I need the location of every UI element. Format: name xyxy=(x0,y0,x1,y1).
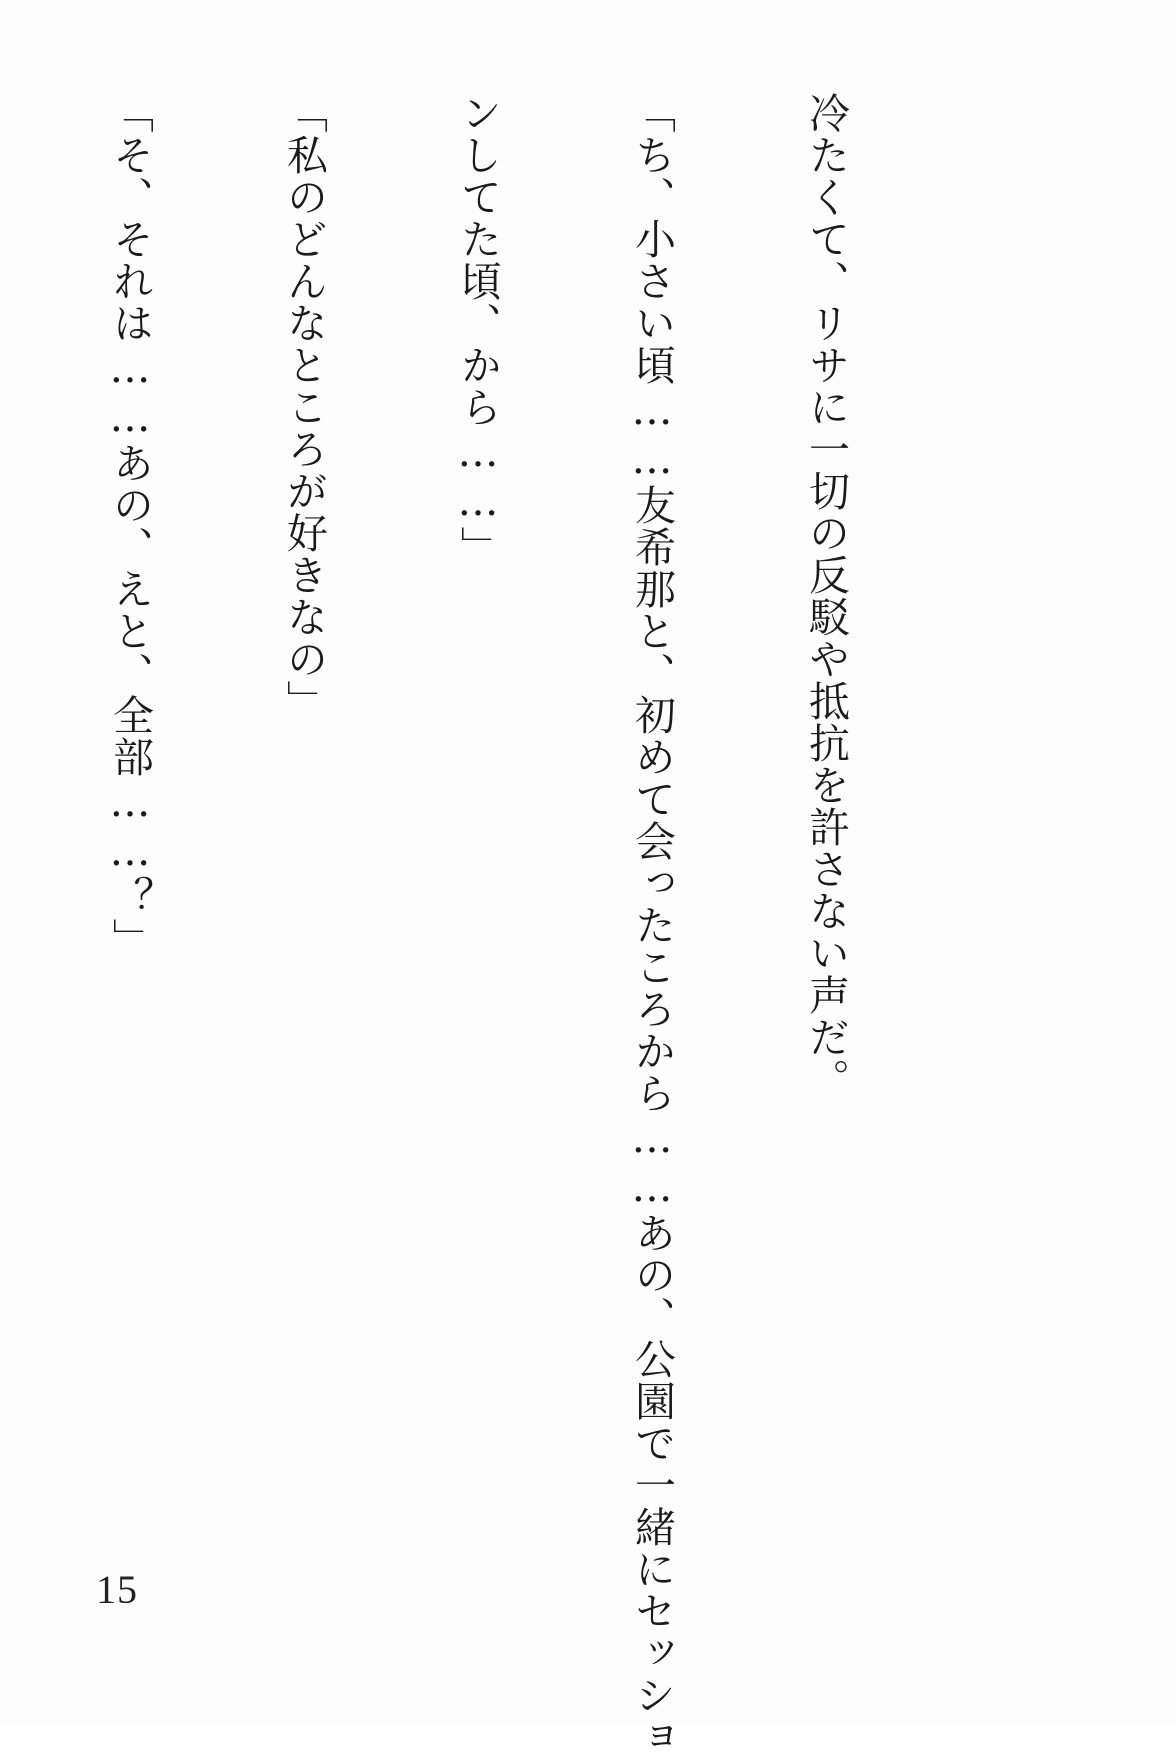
text-line: 「そ、それは……あの、えと、全部……？」 xyxy=(106,92,154,960)
text-line: 「私のどんなところが好きなの」 xyxy=(280,92,328,722)
page-number: 15 xyxy=(96,1567,138,1612)
text-line: 「ち、小さい頃……友希那と、初めて会ったころから……あの、公園で一緒にセッショ xyxy=(628,92,676,1758)
text-line: ンしてた頃、から……」 xyxy=(454,92,502,568)
vertical-text-body xyxy=(0,92,971,1758)
text-line: 冷たくて、リサに一切の反駁や抵抗を許さない声だ。 xyxy=(802,92,850,1100)
